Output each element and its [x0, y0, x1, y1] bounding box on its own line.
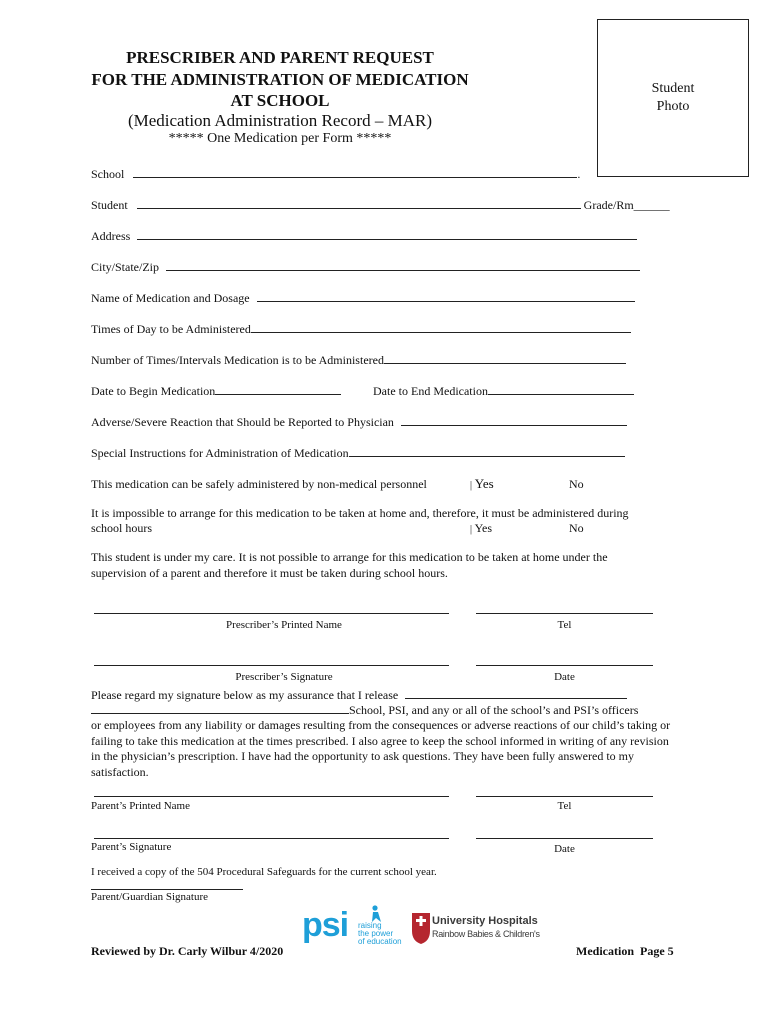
impossible-yes-option[interactable]: | Yes [470, 521, 493, 535]
number-times-label: Number of Times/Intervals Medication is to be Administered [91, 353, 384, 367]
date-end-label: Date to End Medication [373, 384, 488, 398]
psi-tagline-2: the power [358, 929, 394, 938]
form-title-line2: FOR THE ADMINISTRATION OF MEDICATION [91, 70, 469, 89]
prescriber-tel-line[interactable] [476, 613, 653, 614]
date-begin-label: Date to Begin Medication [91, 384, 216, 398]
number-times-field[interactable] [91, 353, 626, 368]
medication-name-field[interactable] [91, 291, 635, 306]
medication-name-label: Name of Medication and Dosage [91, 291, 250, 305]
page-number-footer: Medication Page 5 [576, 944, 674, 958]
city-state-zip-label: City/State/Zip [91, 260, 159, 274]
form-subtitle: (Medication Administration Record – MAR) [127, 111, 433, 130]
reviewed-by-footer: Reviewed by Dr. Carly Wilbur 4/2020 [91, 944, 284, 958]
impossible-no-label: No [569, 521, 584, 535]
prescriber-name-caption: Prescriber’s Printed Name [226, 619, 342, 631]
impossible-question-line2: school hours [91, 521, 152, 535]
student-photo-box[interactable] [597, 19, 749, 177]
parent-date-caption: Date [554, 843, 575, 855]
parent-signature-caption: Parent’s Signature [91, 841, 172, 853]
prescriber-name-line[interactable] [94, 613, 449, 614]
adverse-reaction-field[interactable] [91, 415, 627, 430]
nonmedical-yes-option[interactable]: | Yes [470, 476, 494, 491]
prescriber-signature-line[interactable] [94, 665, 449, 666]
parent-name-caption: Parent’s Printed Name [91, 800, 190, 812]
release-line2 [91, 703, 638, 718]
psi-tagline-1: raising [358, 921, 382, 930]
nonmedical-question: This medication can be safely administered by non-medical personnel [91, 477, 427, 491]
psi-wordmark: psi [302, 906, 349, 944]
school-field[interactable]: School . [91, 167, 581, 181]
prescriber-date-caption: Date [554, 671, 575, 683]
nonmedical-yes-label: Yes [474, 476, 494, 491]
student-label: Student [91, 198, 128, 212]
student-photo-label: Student Photo [651, 81, 695, 114]
release-line1-text: Please regard my signature below as my assurance that I release [91, 688, 399, 702]
release-paragraph: or employees from any liability or damages resulting from the consequences or adverse reactions of our child’s taking or failing to take this medication at the times prescribed. I also agree to keep the school informed in writing of any revision in the physician’s prescription. I have had the opportunity to ask questions. They have been fully answered to my satisfaction. [91, 718, 671, 779]
uh-name-line2: Rainbow Babies & Children's [432, 929, 540, 939]
uh-shield-icon [410, 911, 432, 945]
nonmedical-no-label: No [569, 477, 584, 491]
grade-room-label: Grade/Rm______ [583, 198, 670, 212]
city-state-zip-field[interactable] [91, 260, 640, 275]
form-title-line3: AT SCHOOL [230, 91, 330, 110]
parent-name-line[interactable] [94, 796, 449, 797]
address-label: Address [91, 229, 131, 243]
student-field[interactable] [91, 198, 670, 213]
psi-tagline-3: of education [358, 937, 402, 946]
release-line2-text: School, PSI, and any or all of the school’s and PSI’s officers [349, 703, 639, 717]
guardian-signature-line[interactable] [91, 889, 243, 890]
prescriber-signature-caption: Prescriber’s Signature [235, 671, 333, 683]
uh-name-line1: University Hospitals [432, 915, 538, 927]
prescriber-tel-caption: Tel [557, 619, 572, 631]
times-of-day-label: Times of Day to be Administered [91, 322, 251, 336]
times-of-day-field[interactable] [91, 322, 631, 337]
school-label: School [91, 167, 125, 181]
special-instructions-label: Special Instructions for Administration of Medication [91, 446, 349, 460]
prescriber-date-line[interactable] [476, 665, 653, 666]
date-end-field[interactable] [373, 384, 634, 399]
address-field[interactable] [91, 229, 637, 244]
psi-logo [302, 900, 408, 950]
impossible-question-line1: It is impossible to arrange for this medication to be taken at home and, therefore, it must be administered during [91, 506, 629, 520]
impossible-yes-label: Yes [474, 521, 493, 535]
care-statement: This student is under my care. It is not possible to arrange for this medication to be taken at home under the supervision of a parent and therefore it must be taken during school hours. [91, 550, 608, 580]
nonmedical-no-option[interactable] [569, 477, 584, 492]
form-title-line1: PRESCRIBER AND PARENT REQUEST [126, 48, 434, 67]
parent-tel-caption: Tel [557, 800, 572, 812]
guardian-signature-caption: Parent/Guardian Signature [91, 891, 208, 903]
parent-signature-line[interactable] [94, 838, 449, 839]
impossible-no-option[interactable] [569, 521, 584, 536]
adverse-reaction-label: Adverse/Severe Reaction that Should be Reported to Physician [91, 415, 394, 429]
parent-date-line[interactable] [476, 838, 653, 839]
release-school-blank[interactable] [405, 688, 627, 699]
safeguards-text: I received a copy of the 504 Procedural Safeguards for the current school year. [91, 866, 437, 878]
special-instructions-field[interactable] [91, 446, 625, 461]
uh-rainbow-logo [410, 909, 540, 951]
date-begin-field[interactable] [91, 384, 341, 399]
one-per-form-note: ***** One Medication per Form ***** [168, 131, 392, 146]
parent-tel-line[interactable] [476, 796, 653, 797]
release-school-name-blank[interactable] [91, 703, 349, 714]
release-line1 [91, 688, 627, 703]
